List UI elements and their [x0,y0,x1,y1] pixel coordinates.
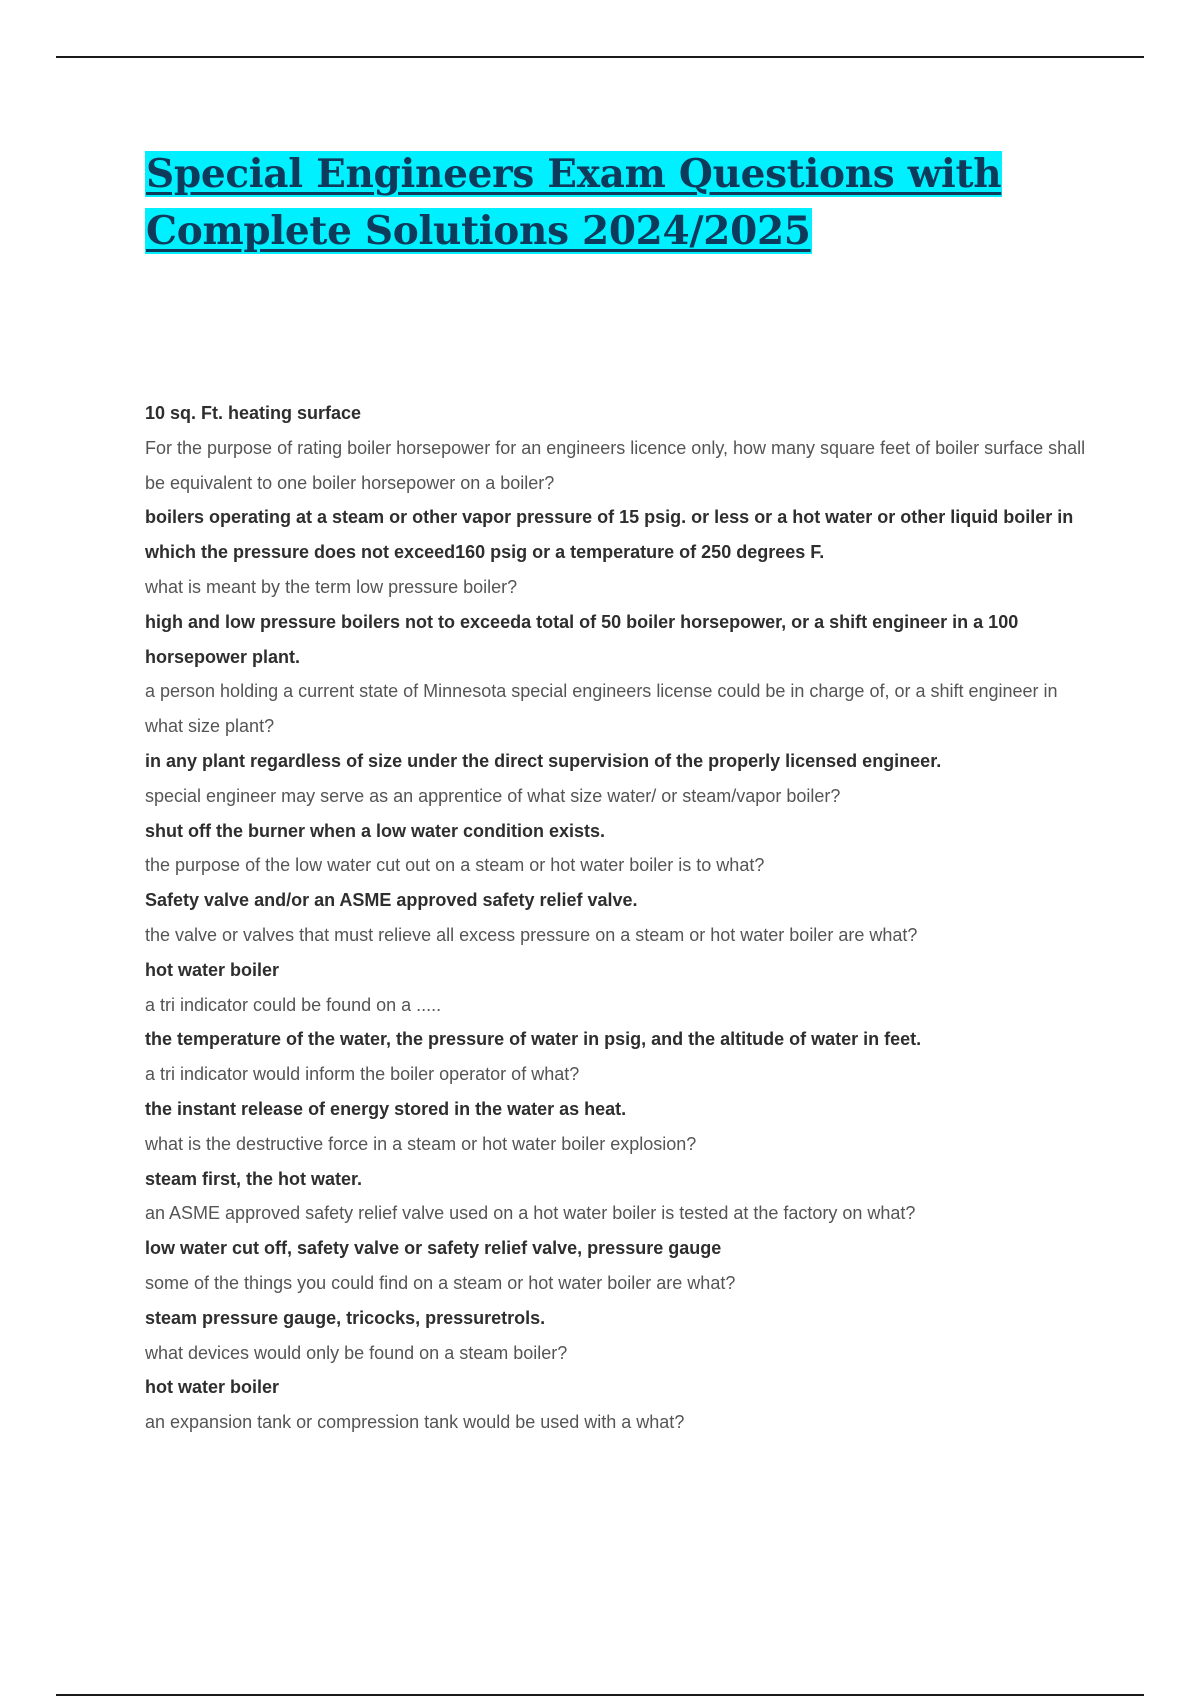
document-title-text: Special Engineers Exam Questions with Complete Solutions 2024/2025 [146,151,1002,254]
answer-text: the instant release of energy stored in the water as heat. [145,1098,627,1119]
answer-text: steam pressure gauge, tricocks, pressuretrols. [145,1307,546,1328]
answer-text: hot water boiler [145,1377,280,1398]
question-text: an expansion tank or compression tank would be used with a what? [145,1412,685,1433]
question-text: what is the destructive force in a steam or hot water boiler explosion? [145,1133,697,1154]
question-text: some of the things you could find on a steam or hot water boiler are what? [145,1272,736,1293]
question-text: what is meant by the term low pressure boiler? [145,576,518,597]
answer-text: hot water boiler [145,959,280,980]
answer-text: shut off the burner when a low water condition exists. [145,820,606,841]
title-block [145,146,1045,260]
answer-text: boilers operating at a steam or other vapor pressure of 15 psig. or less or a hot water or other liquid boiler in which the pressure does not exceed160 psig or a temperature of 250 degrees F. [145,507,1074,563]
answer-text: high and low pressure boilers not to exceeda total of 50 boiler horsepower, or a shift engineer in a 100 horsepower plant. [145,611,1019,667]
question-text: the valve or valves that must relieve all excess pressure on a steam or hot water boiler are what? [145,924,918,945]
question-text: a person holding a current state of Minnesota special engineers license could be in charge of, or a shift engineer in what size plant? [145,681,1058,737]
question-text: special engineer may serve as an apprentice of what size water/ or steam/vapor boiler? [145,785,841,806]
answer-text: steam first, the hot water. [145,1168,363,1189]
answer-text: low water cut off, safety valve or safety relief valve, pressure gauge [145,1238,722,1259]
question-text: the purpose of the low water cut out on a steam or hot water boiler is to what? [145,855,765,876]
footer-rule [56,1694,1144,1696]
answer-text: 10 sq. Ft. heating surface [145,403,362,423]
answer-text: the temperature of the water, the pressure of water in psig, and the altitude of water in feet. [145,1029,922,1050]
answer-text: in any plant regardless of size under the direct supervision of the properly licensed engineer. [145,750,942,771]
question-text: a tri indicator could be found on a ..... [145,994,442,1015]
question-text: a tri indicator would inform the boiler operator of what? [145,1064,580,1085]
answer-text: Safety valve and/or an ASME approved safety relief valve. [145,890,638,911]
question-text: For the purpose of rating boiler horsepower for an engineers licence only, how many square feet of boiler surface shall be equivalent to one boiler horsepower on a boiler? [145,437,1086,493]
qa-list [145,396,1095,1440]
document-title [145,146,1045,260]
question-text: an ASME approved safety relief valve used on a hot water boiler is tested at the factory on what? [145,1203,916,1224]
question-text: what devices would only be found on a steam boiler? [145,1342,568,1363]
header-rule [56,56,1144,58]
